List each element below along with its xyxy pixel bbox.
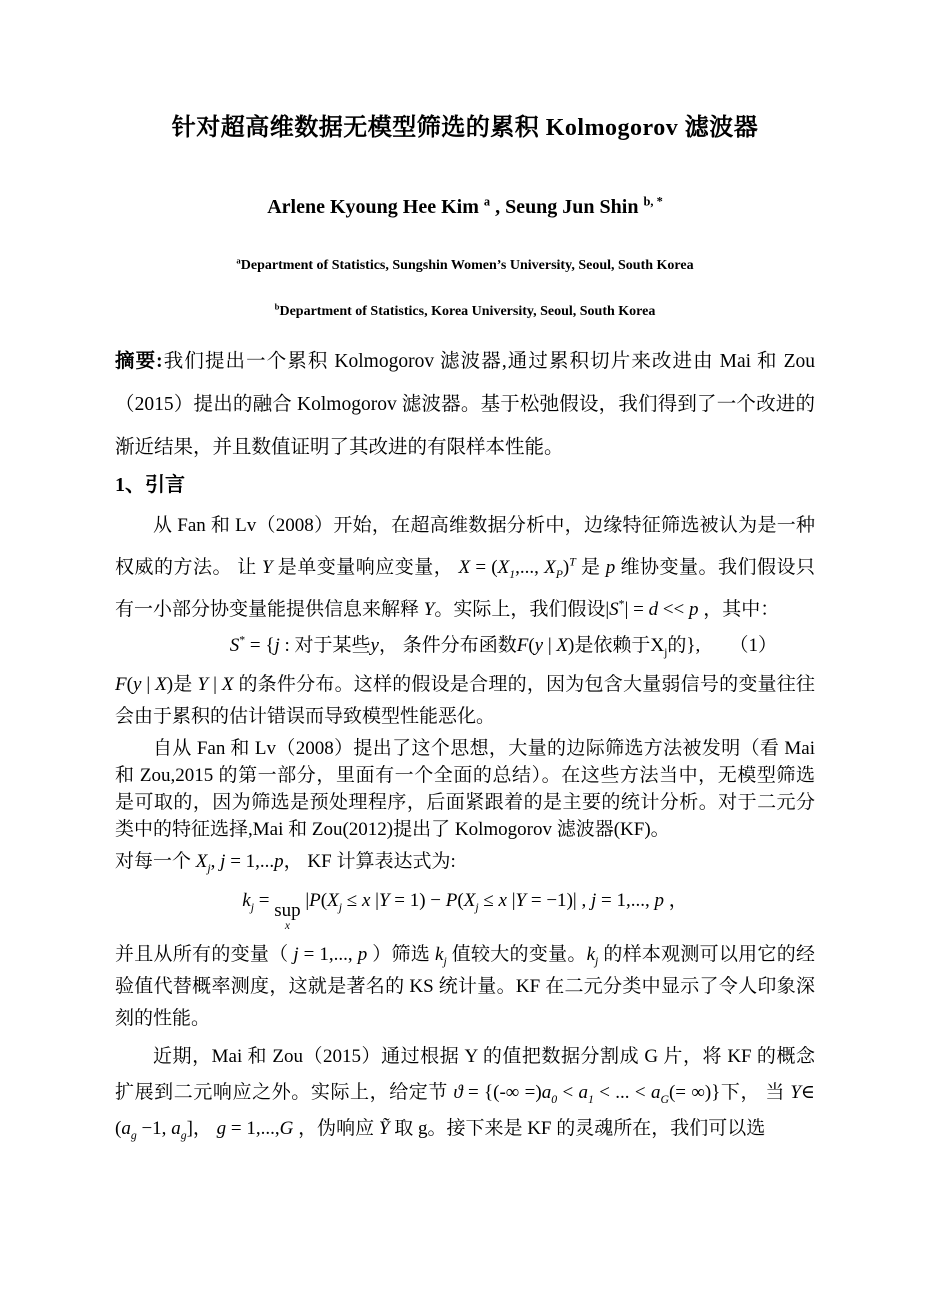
intro-paragraph-3: 自从 Fan 和 Lv（2008）提出了这个思想，大量的边际筛选方法被发明（看 Mai 和 Zou,2015 的第一部分，里面有一个全面的总结）。在这些方法当中，无模型筛选是可取的，因为筛选是预处理程序，后面紧跟着的是主要的统计分析。对于二元分类中的特征选择,Mai 和 Zou(2012)提出了 Kolmogorov 滤波器(KF)。	[115, 738, 815, 840]
authors-line: Arlene Kyoung Hee Kim $^a$ , Seung Jun Shin $^{b, *}$	[267, 194, 663, 218]
equation-kf	[115, 883, 815, 933]
intro-paragraph-2: F(y | X)是 Y | X 的条件分布。这样的假设是合理的，因为包含大量弱信号的变量往往会由于累积的估计错误而导致模型性能恶化。	[115, 674, 815, 727]
affiliation-a: $^a$Department of Statistics, Sungshin Women’s University, Seoul, South Korea	[236, 255, 694, 273]
intro-paragraph-6: 近期，Mai 和 Zou（2015）通过根据 Y 的值把数据分割成 G 片，将 KF 的概念扩展到二元响应之外。实际上，给定节 ϑ = {(-∞ $=)a_0 < a_1$ < ... < $a_G(=$ ∞)}下， 当 Y∈ ($a_g -1$, $a_g$]， g = 1,...,G ，伪响应 Ỹ 取 g。接下来是 KF 的灵魂所在，我们可以选	[115, 1045, 815, 1142]
paper-title: 针对超高维数据无模型筛选的累积 Kolmogorov 滤波器	[171, 115, 759, 141]
intro-paragraph-4: 对每一个 $X_j$, j = 1,...p， KF 计算表达式为:	[115, 851, 456, 875]
affiliation-b: $^b$Department of Statistics, Korea University, Seoul, South Korea	[274, 301, 656, 319]
intro-paragraph-1: 从 Fan 和 Lv（2008）开始，在超高维数据分析中，边缘特征筛选被认为是一种权威的方法。 让 Y 是单变量响应变量， $X = (X_1$,..., $X_P)^T$ 是 p 维协变量。我们假设只有一小部分协变量能提供信息来解释 Y。实际上，我们假设|S*| = d << p ，其中：	[115, 515, 815, 620]
equation-kf-body: $k_j$ = sup x $|P(X_j \le x$ $|Y = 1) - P(X_j \le x$ |Y = −1)| , j = 1,..., p ，	[242, 890, 688, 933]
equation-1-number: （1）	[729, 635, 777, 656]
intro-paragraph-5: 并且从所有的变量（ j = 1,..., p ）筛选 $k_j$ 值较大的变量。$k_j$ 的样本观测可以用它的经验值代替概率测度，这就是著名的 KS 统计量。KF 在二元分类中显示了令人印象深刻的性能。	[115, 943, 815, 1029]
abstract-paragraph: 摘要:我们提出一个累积 Kolmogorov 滤波器,通过累积切片来改进由 Mai 和 Zou（2015）提出的融合 Kolmogorov 滤波器。基于松弛假设，我们得到了一个改进的渐近结果，并且数值证明了其改进的有限样本性能。	[115, 351, 815, 458]
equation-1-body: S* = {j : 对于某些y， 条件分布函数F(y | X)是依赖于$X_j$的},	[229, 633, 701, 659]
equation-1	[115, 631, 815, 661]
section-heading-introduction: 1、引言	[115, 474, 185, 496]
